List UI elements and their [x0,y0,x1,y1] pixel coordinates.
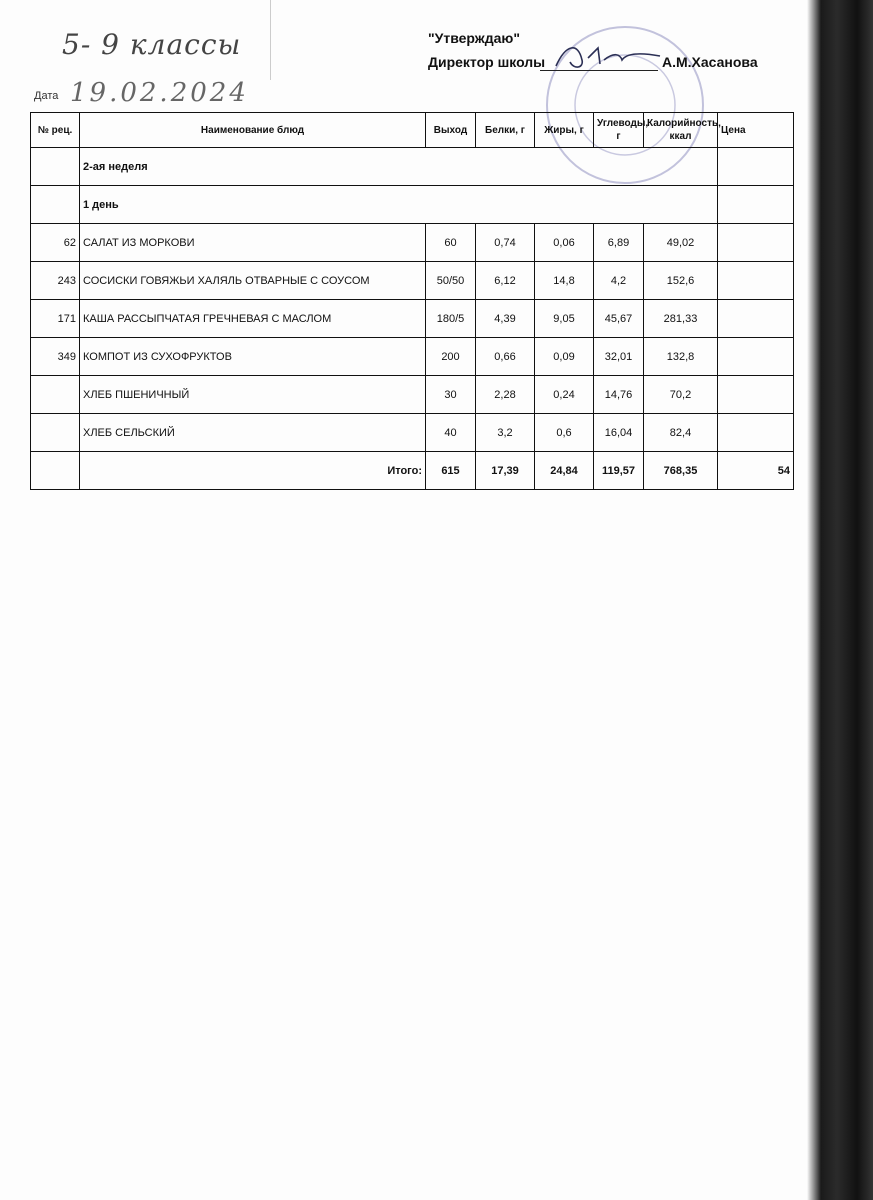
dish-name: ХЛЕБ СЕЛЬСКИЙ [80,414,426,452]
table-row [31,262,794,300]
col-header-fat: Жиры, г [535,113,594,148]
dish-name: САЛАТ ИЗ МОРКОВИ [80,224,426,262]
total-fat: 24,84 [535,452,594,490]
dish-kcal: 82,4 [644,414,718,452]
total-carbs: 119,57 [594,452,644,490]
dish-yield: 60 [426,224,476,262]
col-header-rec: № рец. [31,113,80,148]
dish-carbs: 16,04 [594,414,644,452]
director-signature [548,38,668,78]
dish-fat: 9,05 [535,300,594,338]
total-price: 54 [718,452,794,490]
dish-kcal: 132,8 [644,338,718,376]
total-row [31,452,794,490]
menu-table [30,112,794,490]
table-row [31,376,794,414]
dish-yield: 40 [426,414,476,452]
table-row [31,224,794,262]
dish-price [718,300,794,338]
dish-yield: 30 [426,376,476,414]
dish-kcal: 49,02 [644,224,718,262]
dish-carbs: 14,76 [594,376,644,414]
scan-dark-edge [807,0,873,1200]
dish-yield: 180/5 [426,300,476,338]
table-row [31,300,794,338]
col-header-kcal: Калорийность, ккал [644,113,718,148]
dish-rec-number: 349 [31,338,80,376]
dish-kcal: 281,33 [644,300,718,338]
table-row [31,338,794,376]
col-header-protein: Белки, г [476,113,535,148]
total-kcal: 768,35 [644,452,718,490]
scan-artifact [270,0,271,80]
date-label: Дата [34,90,59,102]
dish-kcal: 70,2 [644,376,718,414]
dish-price [718,262,794,300]
dish-protein: 6,12 [476,262,535,300]
dish-rec-number [31,376,80,414]
dish-name: КАША РАССЫПЧАТАЯ ГРЕЧНЕВАЯ С МАСЛОМ [80,300,426,338]
col-header-yield: Выход [426,113,476,148]
dish-rec-number [31,414,80,452]
day-label: 1 день [80,186,718,224]
dish-carbs: 6,89 [594,224,644,262]
dish-name: КОМПОТ ИЗ СУХОФРУКТОВ [80,338,426,376]
dish-fat: 0,06 [535,224,594,262]
dish-protein: 0,74 [476,224,535,262]
col-header-name: Наименование блюд [80,113,426,148]
col-header-price: Цена [718,113,794,148]
dish-carbs: 32,01 [594,338,644,376]
classes-handwritten: 5- 9 классы [62,28,242,61]
table-row [31,414,794,452]
week-label: 2-ая неделя [80,148,718,186]
dish-protein: 2,28 [476,376,535,414]
dish-price [718,376,794,414]
dish-name: СОСИСКИ ГОВЯЖЬИ ХАЛЯЛЬ ОТВАРНЫЕ С СОУСОМ [80,262,426,300]
total-protein: 17,39 [476,452,535,490]
dish-protein: 4,39 [476,300,535,338]
dish-price [718,414,794,452]
dish-rec-number: 171 [31,300,80,338]
dish-protein: 0,66 [476,338,535,376]
week-row [31,148,794,186]
total-label: Итого: [80,452,426,490]
dish-fat: 0,6 [535,414,594,452]
day-row [31,186,794,224]
dish-carbs: 4,2 [594,262,644,300]
approve-title: "Утверждаю" [428,30,520,46]
dish-yield: 50/50 [426,262,476,300]
table-header-row [31,113,794,148]
date-handwritten: 19.02.2024 [70,78,249,108]
dish-fat: 0,24 [535,376,594,414]
dish-protein: 3,2 [476,414,535,452]
dish-kcal: 152,6 [644,262,718,300]
dish-fat: 14,8 [535,262,594,300]
dish-yield: 200 [426,338,476,376]
director-label: Директор школы [428,54,546,70]
col-header-carbs: Углеводы, г [594,113,644,148]
dish-fat: 0,09 [535,338,594,376]
dish-price [718,224,794,262]
dish-rec-number: 62 [31,224,80,262]
dish-price [718,338,794,376]
director-name: А.М.Хасанова [662,54,758,70]
dish-carbs: 45,67 [594,300,644,338]
dish-rec-number: 243 [31,262,80,300]
total-yield: 615 [426,452,476,490]
dish-name: ХЛЕБ ПШЕНИЧНЫЙ [80,376,426,414]
